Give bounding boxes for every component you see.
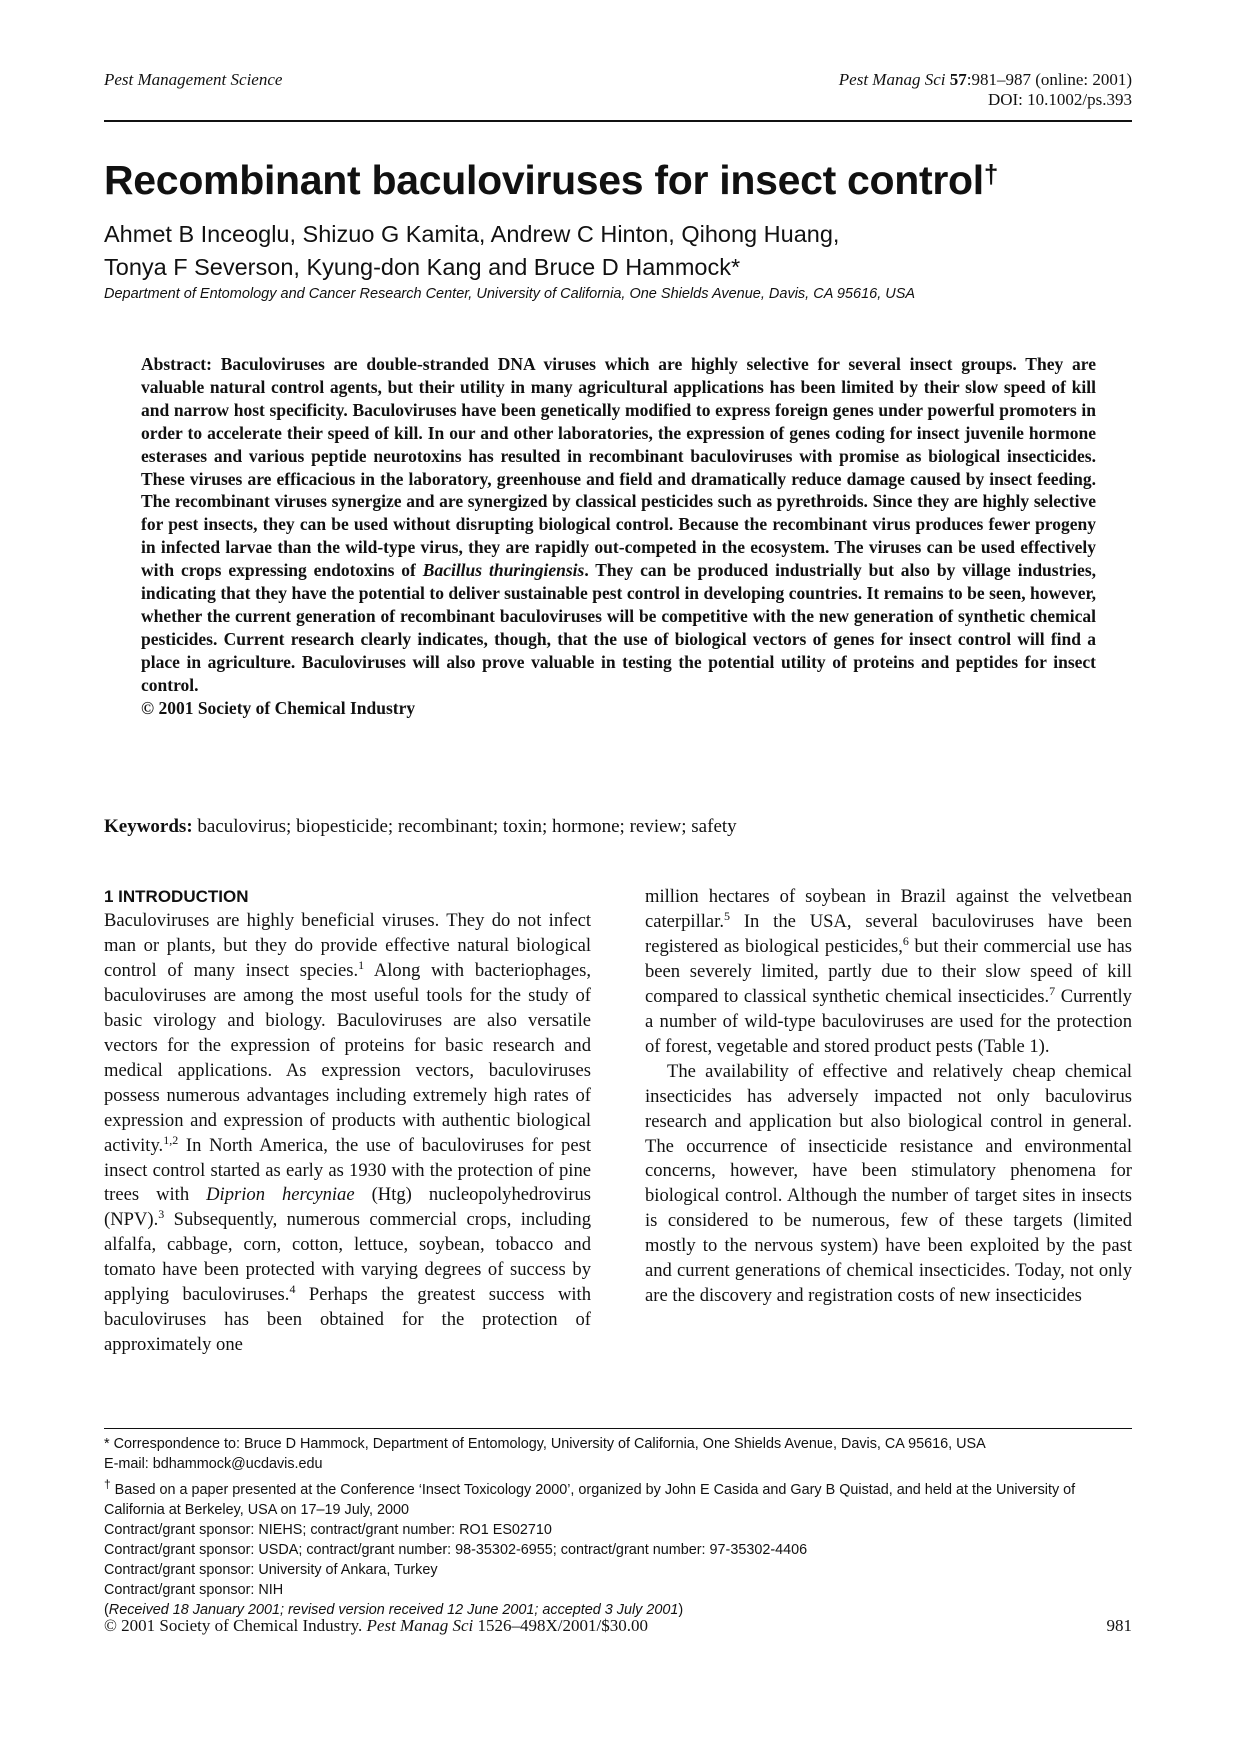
footnote-received: (Received 18 January 2001; revised version received 12 June 2001; accepted 3 July 2001) <box>104 1601 684 1618</box>
intro-text: In the USA, several baculoviruses have been registered as biological pesticides, <box>645 910 1132 957</box>
intro-paragraph-2: The availability of effective and relatively cheap chemical insecticides has adversely impacted not only baculovirus research and application but also biological control in general. The occurrence of insecticide resistance and environmental concerns, however, have been stimulatory phenomena for biological control. Although the number of target sites in insects is considered to be numerous, few of these targets (limited mostly to the nervous system) have been exploited by the past and current generations of chemical insecticides. Today, not only are the discovery and registration costs of new insecticides <box>645 1060 1132 1307</box>
column-left <box>104 885 591 1358</box>
title-footnote-mark: † <box>983 159 999 189</box>
intro-paragraph-1 <box>104 909 591 1358</box>
citation-ref: 1 <box>358 957 365 972</box>
column-right <box>645 885 1132 1309</box>
abstract <box>141 353 1096 720</box>
intro-text: million hectares of soybean in Brazil against the velvetbean caterpillar. <box>645 886 1132 932</box>
author-list <box>104 218 1132 284</box>
footer-journal-abbrev: Pest Manag Sci <box>366 1616 474 1635</box>
footnote-email: E-mail: bdhammock@ucdavis.edu <box>104 1456 323 1472</box>
author-line-1: Ahmet B Inceoglu, Shizuo G Kamita, Andrew C Hinton, Qihong Huang, <box>104 221 840 247</box>
footnote-grant: Contract/grant sponsor: NIH <box>104 1581 284 1598</box>
keywords-text: baculovirus; biopesticide; recombinant; toxin; hormone; review; safety <box>192 816 737 837</box>
abstract-copyright: © 2001 Society of Chemical Industry <box>141 697 416 718</box>
citation-ref: 1,2 <box>163 1132 179 1147</box>
intro-text: Currently a number of wild-type baculoviruses are used for the protection of forest, vegetable and stored product pests (Table 1). <box>645 985 1132 1057</box>
citation-ref: 5 <box>723 908 730 923</box>
species-name: Diprion hercyniae <box>206 1184 355 1206</box>
keywords <box>104 815 1132 839</box>
page-number: 981 <box>1106 1616 1132 1635</box>
running-header <box>104 68 1132 108</box>
doi: DOI: 10.1002/ps.393 <box>987 90 1132 109</box>
intro-text: (Htg) nucleopolyhedrovirus (NPV). <box>104 1184 591 1231</box>
article-title-text: Recombinant baculoviruses for insect control <box>104 157 984 203</box>
intro-text: Along with bacteriophages, baculoviruses are among the most useful tools for the study of basic virology and biology. Baculoviruses are also versatile vectors for the expression of proteins for basic research and medical applications. As expression vectors, baculoviruses possess numerous advantages including extremely high rates of expression and expression of products with authentic biological activity. <box>104 959 591 1156</box>
footnote-rule <box>104 1428 1132 1429</box>
citation-block <box>839 70 1132 110</box>
intro-text: Baculoviruses are highly beneficial viruses. They do not infect man or plants, but they do provide effective natural biological control of many insect species. <box>104 910 591 981</box>
citation-ref: 7 <box>1049 983 1056 998</box>
intro-text: Subsequently, numerous commercial crops, including alfalfa, cabbage, corn, cotton, lettuce, soybean, tobacco and tomato have been protected with varying degrees of success by applying baculoviruses. <box>104 1209 591 1306</box>
footnote-correspondence: * Correspondence to: Bruce D Hammock, Department of Entomology, University of California, One Shields Avenue, Davis, CA 95616, USA <box>104 1436 986 1452</box>
section-heading-introduction: 1 INTRODUCTION <box>104 887 249 906</box>
footnote-grant: Contract/grant sponsor: University of Ankara, Turkey <box>104 1561 438 1578</box>
intro-paragraph-1-continued <box>645 885 1132 1060</box>
abstract-text <box>141 353 1096 697</box>
citation-journal-abbrev: Pest Manag Sci <box>838 70 946 89</box>
footnote-grant: Contract/grant sponsor: USDA; contract/grant number: 98-35302-6955; contract/grant number: 97-35302-4406 <box>104 1541 808 1558</box>
abstract-text-part1: Abstract: Baculoviruses are double-stranded DNA viruses which are highly selective for several insect groups. They are valuable natural control agents, but their utility in many agricultural applications has been limited by their slow speed of kill and narrow host specificity. Baculoviruses have been genetically modified to express foreign genes under powerful promoters in order to accelerate their speed of kill. In our and other laboratories, the expression of genes coding for insect juvenile hormone esterases and various peptide neurotoxins has resulted in recombinant baculoviruses with promise as biological insecticides. These viruses are efficacious in the laboratory, greenhouse and field and dramatically reduce damage caused by insect feeding. The recombinant viruses synergize and are synergized by classical pesticides such as pyrethroids. Since they are highly selective for pest insects, they can be used without disrupting biological control. Because the recombinant virus produces fewer progeny in infected larvae than the wild-type virus, they are rapidly out-competed in the ecosystem. The viruses can be used effectively with crops expressing endotoxins of <box>141 354 1096 581</box>
footnotes <box>104 1434 1132 1620</box>
abstract-text-part2: . They can be produced industrially but also by village industries, indicating that they have the potential to deliver sustainable pest control in developing countries. It remains to be seen, however, whether the current generation of recombinant baculoviruses will be competitive with the new generation of synthetic chemical pesticides. Current research clearly indicates, though, that the use of biological vectors of genes for insect control will find a place in agriculture. Baculoviruses will also prove valuable in testing the potential utility of proteins and peptides for insect control. <box>141 560 1096 695</box>
affiliation: Department of Entomology and Cancer Research Center, University of California, One Shields Avenue, Davis, CA 95616, USA <box>104 286 916 302</box>
footnote-conference-text: Based on a paper presented at the Conference ‘Insect Toxicology 2000’, organized by John E Casida and Gary B Quistad, and held at the University of California at Berkeley, USA on 17–19 July, 2000 <box>104 1481 1076 1518</box>
footer-issn-price: 1526–498X/2001/$30.00 <box>473 1616 648 1635</box>
citation-ref: 3 <box>158 1207 165 1222</box>
footer-copyright: © 2001 Society of Chemical Industry. <box>104 1616 367 1635</box>
citation-volume: 57 <box>949 70 967 89</box>
citation-ref: 4 <box>289 1282 296 1297</box>
abstract-species-name: Bacillus thuringiensis <box>422 560 585 581</box>
citation-ref: 6 <box>902 933 909 948</box>
footnote-grant: Contract/grant sponsor: NIEHS; contract/grant number: RO1 ES02710 <box>104 1521 552 1538</box>
header-rule <box>104 120 1132 122</box>
intro-text: Perhaps the greatest success with baculoviruses has been obtained for the protection of approximately one <box>104 1284 591 1356</box>
footnote-conference <box>104 1474 1132 1520</box>
intro-text: In North America, the use of baculoviruses for pest insect control started as early as 1930 with the protection of pine trees with <box>104 1134 591 1206</box>
journal-name: Pest Management Science <box>104 70 283 89</box>
citation-pages: :981–987 (online: 2001) <box>966 70 1132 89</box>
footer-citation <box>104 1615 648 1637</box>
keywords-label: Keywords: <box>104 816 193 837</box>
received-dates: Received 18 January 2001; revised version received 12 June 2001; accepted 3 July 2001 <box>108 1601 679 1618</box>
intro-text: but their commercial use has been severely limited, partly due to their slow speed of kill compared to classical synthetic chemical insecticides. <box>645 935 1132 1007</box>
author-line-2: Tonya F Severson, Kyung-don Kang and Bruce D Hammock* <box>104 254 741 280</box>
article-title <box>104 155 1132 205</box>
citation-line <box>839 70 1132 90</box>
footnote-mark: † <box>104 1477 111 1491</box>
